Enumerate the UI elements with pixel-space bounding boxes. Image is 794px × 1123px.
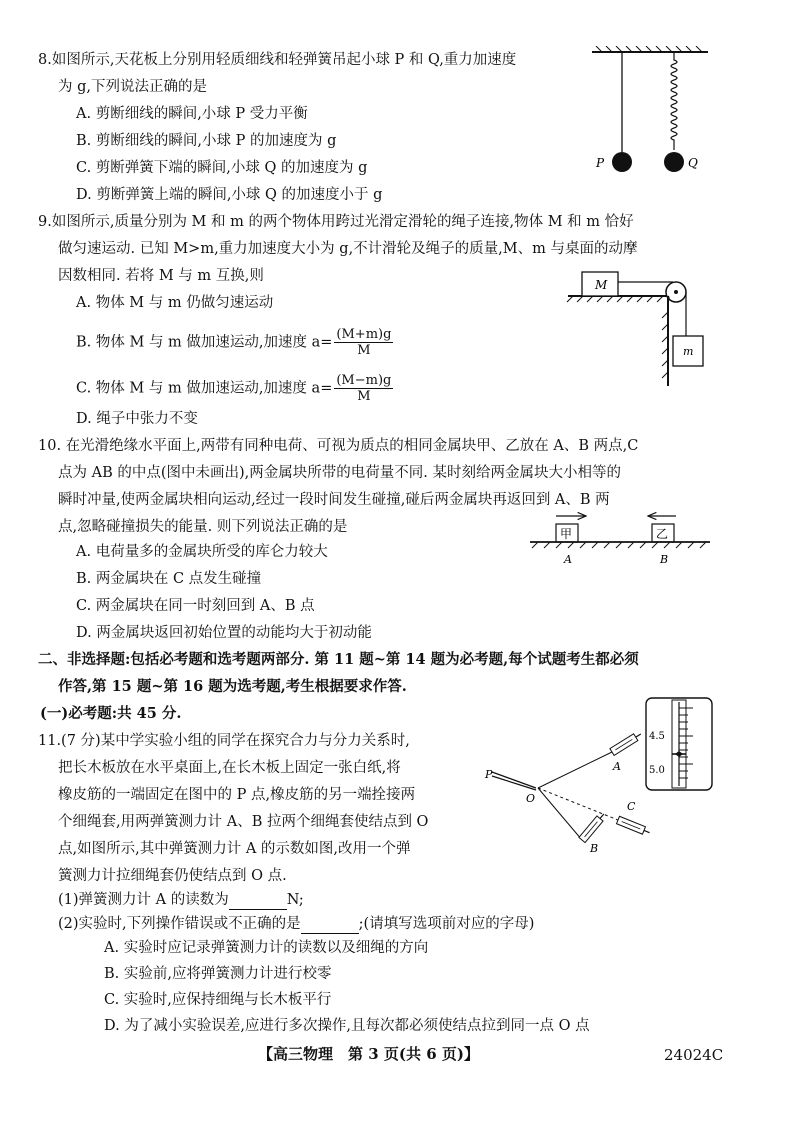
q8-option-b: B. 剪断细线的瞬间,小球 P 的加速度为 g: [76, 133, 337, 149]
q8-option-a: A. 剪断细线的瞬间,小球 P 受力平衡: [76, 106, 308, 122]
q8-option-d: D. 剪断弹簧上端的瞬间,小球 Q 的加速度小于 g: [76, 187, 383, 203]
q11-stem-line2: 把长木板放在水平桌面上,在长木板上固定一张白纸,将: [58, 760, 401, 776]
q10-stem-line4: 点,忽略碰撞损失的能量. 则下列说法正确的是: [58, 519, 348, 535]
q11-part1-text: (1)弹簧测力计 A 的读数为: [58, 892, 229, 908]
q9-option-a: A. 物体 M 与 m 仍做匀速运动: [76, 295, 274, 311]
q9-option-c-denominator: M: [357, 389, 371, 404]
q9-option-c-fraction: [334, 373, 393, 404]
q9-stem-line1: 9.如图所示,质量分别为 M 和 m 的两个物体用跨过光滑定滑轮的绳子连接,物体 M 和 m 恰好: [38, 214, 634, 230]
section2-heading-line1: 二、非选择题:包括必考题和选考题两部分. 第 11 题~第 14 题为必考题,每个试题考生都必须: [38, 651, 639, 668]
q11-figure-force-experiment: [482, 694, 718, 866]
q9-stem-line2: 做匀速运动. 已知 M>m,重力加速度大小为 g,不计滑轮及绳子的质量,M、m 与桌面的动摩: [58, 241, 638, 257]
q10-label-jia: 甲: [560, 527, 573, 541]
q9-figure-pulley: [565, 268, 725, 390]
q11-part2-hint: ;(请填写选项前对应的字母): [358, 916, 535, 932]
q10-stem-line3: 瞬时冲量,使两金属块相向运动,经过一段时间发生碰撞,碰后两金属块再返回到 A、B 两: [58, 492, 610, 508]
q9-option-c-numerator: (M−m)g: [336, 373, 392, 388]
q11-part1: [58, 890, 304, 910]
q8-label-q: Q: [688, 156, 698, 170]
q11-option-b: B. 实验前,应将弹簧测力计进行校零: [104, 966, 332, 982]
q10-label-b: B: [660, 553, 669, 566]
q10-option-a: A. 电荷量多的金属块所受的库仑力较大: [76, 544, 328, 560]
q11-label-a: A: [613, 760, 621, 773]
q11-part1-unit: N;: [286, 892, 304, 908]
q11-part2: [58, 914, 534, 934]
q8-figure-ceiling-balls: [590, 46, 710, 184]
q9-option-b-fraction: [334, 327, 393, 358]
q9-label-m-small: m: [683, 345, 694, 358]
page-footer: 【高三物理 第 3 页(共 6 页)】: [258, 1045, 479, 1063]
q9-stem-line3: 因数相同. 若将 M 与 m 互换,则: [58, 268, 264, 284]
q10-label-a: A: [564, 553, 572, 566]
q10-option-d: D. 两金属块返回初始位置的动能均大于初动能: [76, 625, 372, 641]
q9-option-b-denominator: M: [357, 343, 371, 358]
q11-scale-tick-4-5: 4.5: [649, 731, 665, 742]
q11-label-p: P: [485, 768, 493, 781]
q8-option-c: C. 剪断弹簧下端的瞬间,小球 Q 的加速度为 g: [76, 160, 368, 176]
section2-subheading: (一)必考题:共 45 分.: [40, 705, 182, 722]
q11-option-a: A. 实验时应记录弹簧测力计的读数以及细绳的方向: [104, 940, 429, 956]
q9-option-d: D. 绳子中张力不变: [76, 411, 198, 427]
q11-label-o: O: [526, 792, 536, 805]
q11-part1-answer-blank[interactable]: [229, 893, 287, 910]
q9-option-b-numerator: (M+m)g: [336, 327, 392, 342]
q11-option-c: C. 实验时,应保持细绳与长木板平行: [104, 992, 332, 1008]
section2-heading-line2: 作答,第 15 题~第 16 题为选考题,考生根据要求作答.: [58, 678, 407, 695]
q11-part2-answer-blank[interactable]: [301, 917, 359, 934]
q8-stem-line1: 8.如图所示,天花板上分别用轻质细线和轻弹簧吊起小球 P 和 Q,重力加速度: [38, 52, 517, 68]
q9-option-b: [76, 327, 393, 358]
q11-option-d: D. 为了减小实验误差,应进行多次操作,且每次都必须使结点拉到同一点 O 点: [104, 1018, 590, 1034]
q10-stem-line1: 10. 在光滑绝缘水平面上,两带有同种电荷、可视为质点的相同金属块甲、乙放在 A、B 两点,C: [38, 438, 639, 454]
q11-stem-line6: 簧测力计拉细绳套仍使结点到 O 点.: [58, 868, 287, 884]
exam-code: 24024C: [664, 1046, 724, 1064]
q10-option-b: B. 两金属块在 C 点发生碰撞: [76, 571, 262, 587]
q8-stem-line2: 为 g,下列说法正确的是: [58, 79, 207, 95]
q9-option-c: [76, 373, 393, 404]
q9-option-c-text: C. 物体 M 与 m 做加速运动,加速度 a=: [76, 380, 333, 397]
q9-label-m-large: M: [595, 278, 608, 292]
q11-label-b: B: [590, 842, 599, 855]
q10-figure-blocks: [528, 510, 712, 568]
q11-stem-line4: 个细绳套,用两弹簧测力计 A、B 拉两个细绳套使结点到 O: [58, 814, 429, 830]
q11-stem-line1: 11.(7 分)某中学实验小组的同学在探究合力与分力关系时,: [38, 733, 410, 749]
q10-option-c: C. 两金属块在同一时刻回到 A、B 点: [76, 598, 315, 614]
q10-label-yi: 乙: [656, 527, 669, 541]
q11-part2-text: (2)实验时,下列操作错误或不正确的是: [58, 916, 301, 932]
q11-stem-line5: 点,如图所示,其中弹簧测力计 A 的示数如图,改用一个弹: [58, 841, 411, 857]
q11-scale-tick-5-0: 5.0: [649, 765, 665, 776]
q9-option-b-text: B. 物体 M 与 m 做加速运动,加速度 a=: [76, 334, 333, 351]
q11-stem-line3: 橡皮筋的一端固定在图中的 P 点,橡皮筋的另一端拴接两: [58, 787, 416, 803]
q8-label-p: P: [596, 156, 605, 170]
q10-stem-line2: 点为 AB 的中点(图中未画出),两金属块所带的电荷量不同. 某时刻给两金属块大小相等的: [58, 465, 621, 481]
q11-label-c: C: [627, 800, 636, 813]
